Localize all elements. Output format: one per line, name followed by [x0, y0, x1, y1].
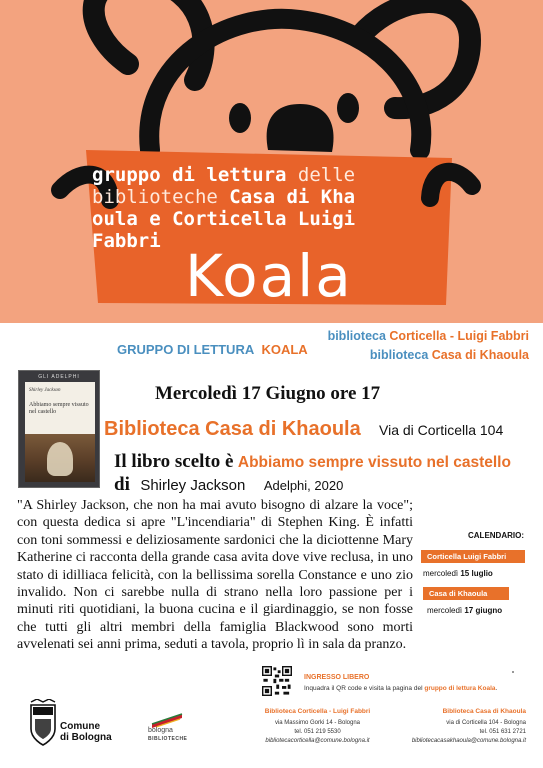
- comune-line-2: di Bologna: [60, 732, 112, 743]
- cover-inner: [25, 382, 95, 482]
- banner-koala-word: Koala: [185, 242, 353, 310]
- qr-text-post: .: [495, 685, 498, 692]
- biblioteche-brand: BIBLIOTECHE: [148, 736, 188, 742]
- group-name: KOALA: [261, 342, 308, 357]
- library-heading-2: [328, 346, 529, 365]
- author-line: [114, 474, 343, 496]
- footer-library-2-email[interactable]: bibliotecacasakhaoula@comune.bologna.it: [411, 738, 526, 744]
- banner-line-3: [92, 208, 452, 230]
- library-2-name: Casa di Khaoula: [431, 348, 529, 362]
- book-prefix: Il libro scelto è: [114, 451, 234, 472]
- comune-name: [60, 721, 112, 743]
- calendar-day-label-1: mercoledì: [423, 569, 459, 578]
- bologna-brand: bologna: [148, 727, 173, 734]
- footer-library-1: [250, 707, 385, 746]
- footer-library-1-address: via Massimo Gorki 14 - Bologna: [274, 720, 361, 726]
- event-venue: Biblioteca Casa di Khaoula: [104, 418, 361, 440]
- footer-library-1-tel: tel. 051 219 5530: [294, 729, 341, 735]
- banner-line-1-thin: delle: [297, 164, 356, 186]
- footer-library-1-email[interactable]: bibliotecacorticella@comune.bologna.it: [265, 738, 370, 744]
- calendar-day-2: 17 giugno: [464, 606, 503, 615]
- book-title: Abbiamo sempre vissuto nel castello: [237, 454, 511, 471]
- banner-line-1-bold: gruppo di lettura: [92, 164, 287, 186]
- footer-library-2: [390, 707, 526, 746]
- koala-banner: [0, 0, 543, 323]
- libraries-heading: [328, 327, 529, 365]
- free-entry-label: INGRESSO LIBERO: [304, 674, 370, 681]
- comune-line-1: Comune: [60, 721, 100, 732]
- banner-title: [92, 164, 452, 252]
- calendar-library-2: Casa di Khaoula: [423, 587, 509, 600]
- group-label: GRUPPO DI LETTURA: [117, 342, 255, 357]
- qr-instructions: [304, 685, 497, 692]
- banner-line-4-text: Fabbri: [92, 230, 161, 252]
- footer-library-2-address: via di Corticella 104 - Bologna: [446, 720, 526, 726]
- calendar-date-1: [423, 569, 493, 578]
- library-1-label: biblioteca: [327, 329, 386, 343]
- book-line: [114, 451, 511, 473]
- cover-publisher: GLI ADELPHI: [38, 374, 80, 380]
- cover-image: [25, 434, 95, 482]
- banner-line-1: [92, 164, 452, 186]
- group-heading: [117, 342, 308, 357]
- book-description: "A Shirley Jackson, che non ha mai avuto bisogno di alzare la voce"; con questa dedica si apre "L'incendiaria" di Stephen King. È infatti con toni sommessi e deliziosamente sardonici che la diciottenne Mary Katherine ci racconta della grande casa avita dove vive reclusa, in uno stato di idilliaca felicità, con la bellissima sorella Constance e uno zio invalido. Non ci sarebbe nulla di strano nella loro passione per i minuti riti quotidiani, la buona cucina e il giardinaggio, se non fosse che tutti gli altri membri della famiglia Blackwood sono morti avvelenati sei anni prima, seduti a tavola, proprio lì in sala da pranzo.: [17, 498, 413, 653]
- event-address: Via di Corticella 104: [379, 422, 504, 438]
- banner-line-3-text: oula e Corticella Luigi: [92, 208, 356, 230]
- qr-text-bold: gruppo di lettura Koala: [424, 685, 496, 692]
- calendar-date-2: [427, 606, 502, 615]
- cover-figure: [47, 442, 73, 476]
- banner-line-2: [92, 186, 452, 208]
- event-date: Mercoledì 17 Giugno ore 17: [155, 383, 381, 404]
- cover-author: Shirley Jackson: [29, 388, 61, 393]
- calendar-library-1: Corticella Luigi Fabbri: [421, 550, 525, 563]
- banner-line-2-bold: Casa di Kha: [229, 186, 356, 208]
- banner-line-2-thin: biblioteche: [92, 186, 218, 208]
- calendar-day-1: 15 luglio: [460, 569, 493, 578]
- footer-library-2-tel: tel. 051 631 2721: [479, 729, 526, 735]
- library-1-name: Corticella - Luigi Fabbri: [389, 329, 529, 343]
- library-2-label: biblioteca: [369, 348, 429, 362]
- calendar-day-label-2: mercoledì: [427, 606, 463, 615]
- footer-library-1-name: Biblioteca Corticella - Luigi Fabbri: [264, 708, 371, 715]
- book-publisher: Adelphi, 2020: [263, 478, 344, 493]
- footer-library-2-name: Biblioteca Casa di Khaoula: [442, 708, 526, 715]
- author-prefix: di: [114, 474, 130, 495]
- book-author: Shirley Jackson: [140, 477, 246, 494]
- qr-code-icon[interactable]: [262, 666, 292, 696]
- calendar-title: CALENDARIO:: [468, 531, 524, 540]
- qr-text-pre: Inquadra il QR code e visita la pagina del: [304, 685, 423, 692]
- decorative-dot: [512, 671, 514, 673]
- library-heading-1: [328, 327, 529, 346]
- cover-title: Abbiamo sempre vissuto nel castello: [29, 402, 89, 415]
- book-cover: [18, 370, 100, 488]
